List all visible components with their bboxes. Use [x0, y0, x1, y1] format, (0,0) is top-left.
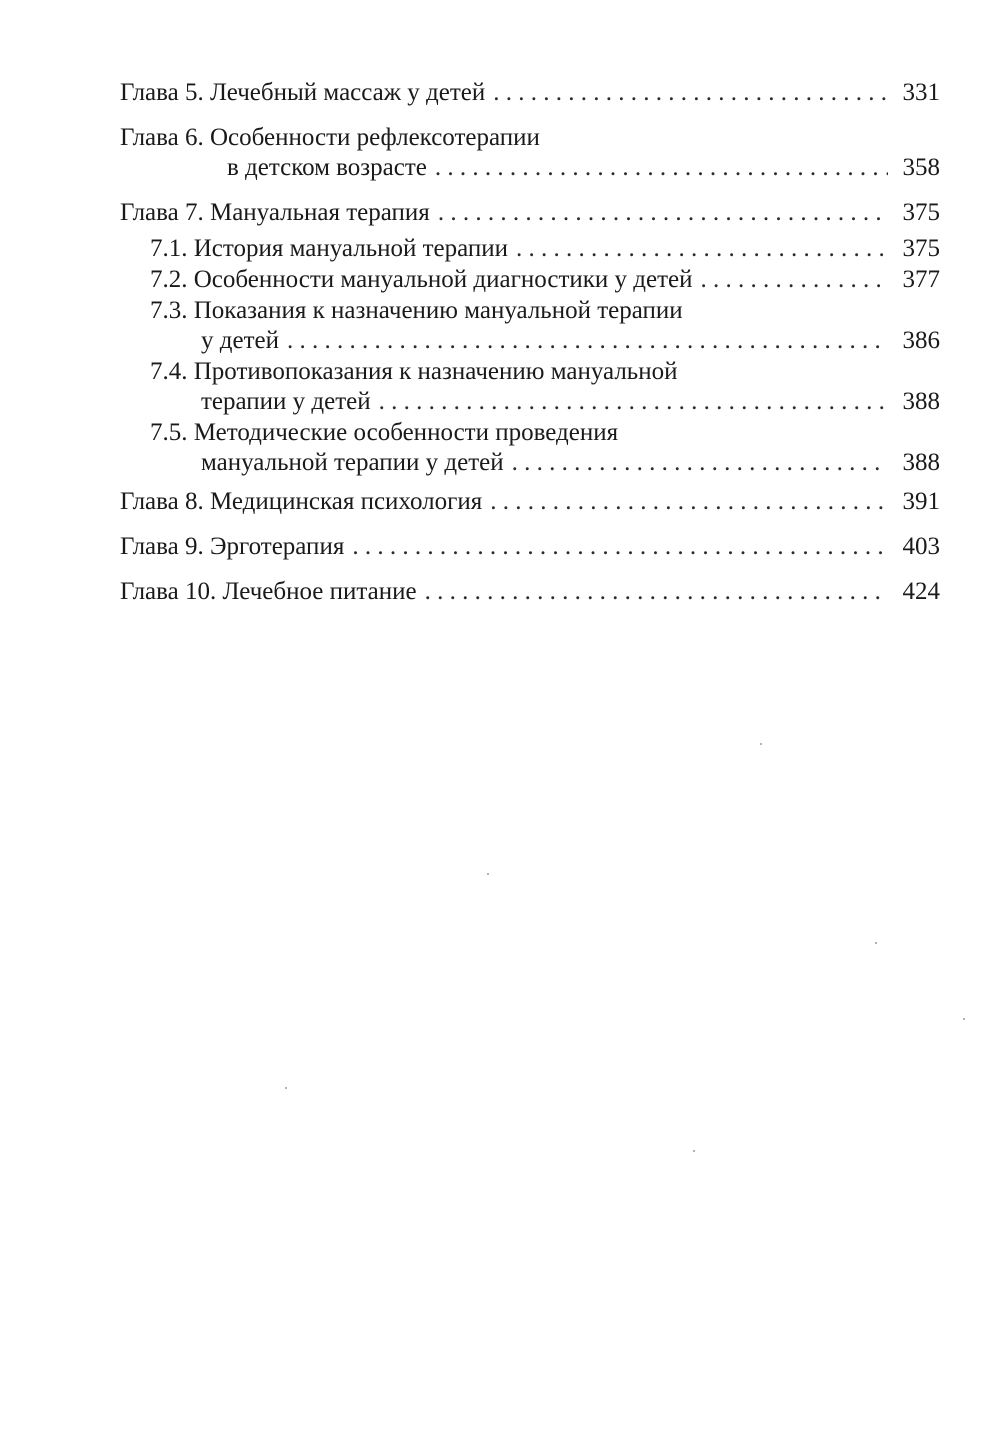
- toc-entry-chapter-8[interactable]: [120, 487, 940, 517]
- entry-title-line-2: в детском возрасте: [227, 154, 427, 181]
- toc-entry-section-7-1[interactable]: [120, 234, 940, 264]
- toc-entry-chapter-5[interactable]: [120, 78, 940, 108]
- entry-title-line-2: мануальной терапии у детей: [201, 449, 504, 476]
- page-number: 424: [902, 578, 940, 605]
- dot-leader: [701, 265, 888, 295]
- section-number: 7.4.: [150, 358, 188, 385]
- entry-title: Глава 5. Лечебный массаж у детей: [120, 79, 486, 106]
- page-number: 388: [902, 449, 940, 476]
- scan-speck: [487, 873, 489, 875]
- toc-entry-section-7-3[interactable]: [120, 296, 940, 356]
- page-number: 377: [902, 266, 940, 293]
- scan-speck: [875, 942, 877, 944]
- entry-title-line-2: у детей: [201, 327, 279, 354]
- dot-leader: [379, 387, 888, 417]
- section-number: 7.3.: [150, 297, 188, 324]
- page-number: 391: [902, 488, 940, 515]
- entry-title-line-1: Глава 6. Особенности рефлексотерапии: [120, 124, 540, 151]
- page-number: 375: [902, 235, 940, 262]
- entry-title: История мануальной терапии: [193, 235, 509, 262]
- entry-title-line-1: Противопоказания к назначению мануальной: [193, 358, 678, 385]
- entry-title-line-1: Методические особенности проведения: [193, 419, 619, 446]
- page-number: 388: [902, 388, 940, 415]
- entry-title-line-1: Показания к назначению мануальной терапии: [193, 297, 683, 324]
- dot-leader: [438, 198, 888, 228]
- section-number: 7.5.: [150, 419, 188, 446]
- dot-leader: [435, 153, 888, 183]
- section-number: 7.1.: [150, 235, 188, 262]
- dot-leader: [425, 577, 888, 607]
- toc-entry-chapter-6[interactable]: [120, 123, 940, 183]
- dot-leader: [352, 532, 888, 562]
- scan-speck: [693, 1150, 695, 1152]
- section-number: 7.2.: [150, 266, 188, 293]
- entry-title: Особенности мануальной диагностики у детей: [193, 266, 693, 293]
- scan-speck: [760, 743, 762, 745]
- toc-entry-chapter-7[interactable]: [120, 198, 940, 228]
- dot-leader: [516, 234, 888, 264]
- entry-title: Глава 10. Лечебное питание: [120, 578, 417, 605]
- scan-speck: [285, 1087, 287, 1089]
- toc-entry-section-7-2[interactable]: [120, 265, 940, 295]
- dot-leader: [490, 487, 888, 517]
- toc-entry-chapter-9[interactable]: [120, 532, 940, 562]
- page-number: 375: [902, 199, 940, 226]
- entry-title: Глава 7. Мануальная терапия: [120, 199, 430, 226]
- table-of-contents: [120, 78, 940, 622]
- toc-entry-chapter-10[interactable]: [120, 577, 940, 607]
- entry-title: Глава 9. Эрготерапия: [120, 533, 345, 560]
- dot-leader: [287, 326, 888, 356]
- scan-speck: [963, 1018, 965, 1020]
- toc-entry-section-7-5[interactable]: [120, 418, 940, 478]
- entry-title-line-2: терапии у детей: [201, 388, 371, 415]
- dot-leader: [512, 448, 888, 478]
- dot-leader: [493, 78, 888, 108]
- page-number: 403: [902, 533, 940, 560]
- page-number: 386: [902, 327, 940, 354]
- page-number: 358: [902, 154, 940, 181]
- page-number: 331: [902, 79, 940, 106]
- entry-title: Глава 8. Медицинская психология: [120, 488, 483, 515]
- toc-entry-section-7-4[interactable]: [120, 357, 940, 417]
